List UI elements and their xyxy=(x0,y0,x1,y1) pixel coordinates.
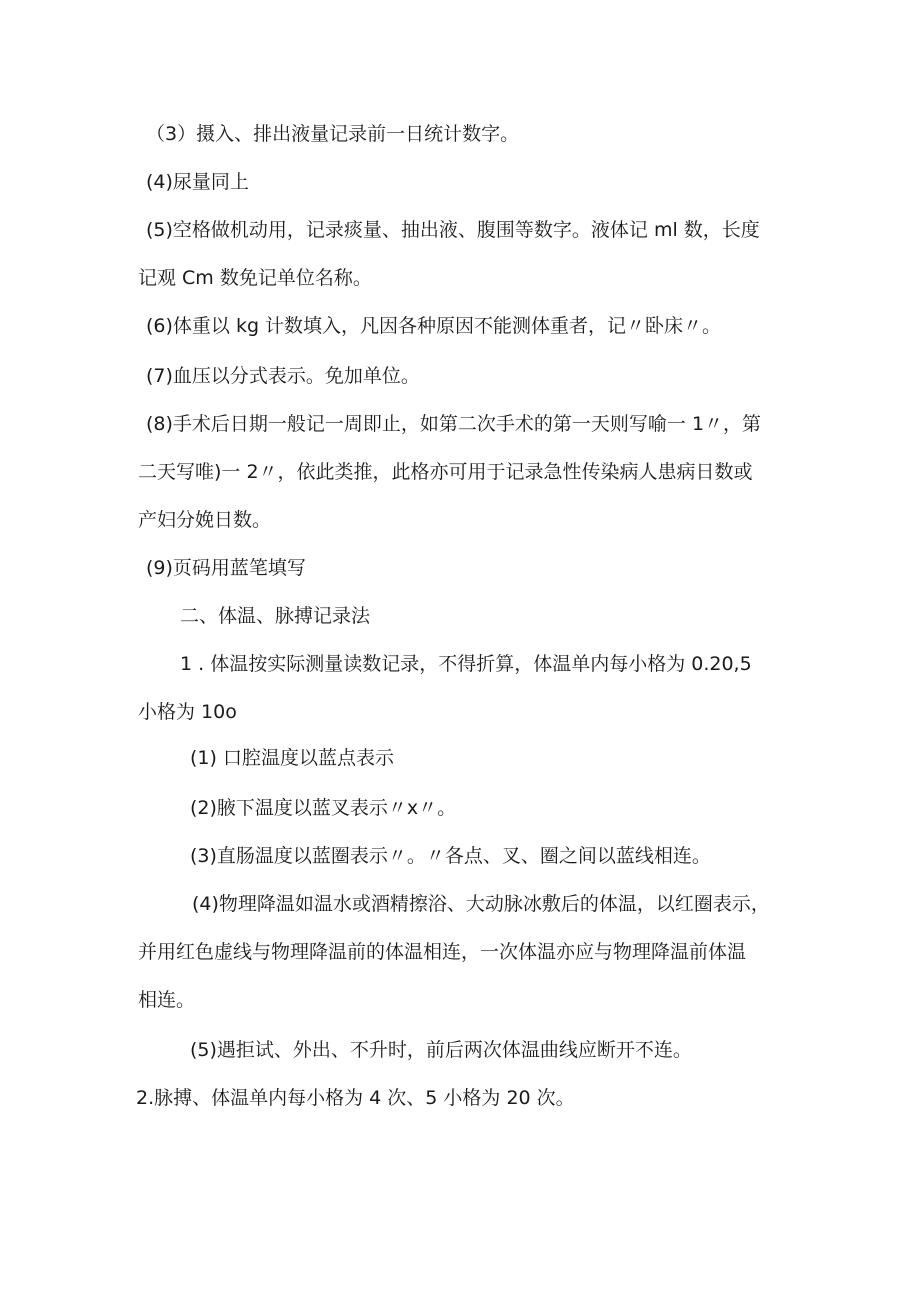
text-line: 2.脉搏、体温单内每小格为 4 次、5 小格为 20 次。 xyxy=(136,1087,575,1109)
text-line: (7)血压以分式表示。免加单位。 xyxy=(146,365,420,387)
text-line: (6)体重以 kg 计数填入，凡因各种原因不能测体重者，记〃卧床〃。 xyxy=(146,315,722,337)
text-line: 1 . 体温按实际测量读数记录，不得折算，体温单内每小格为 0.20,5 xyxy=(180,653,752,675)
text-line: (4)物理降温如温水或酒精擦浴、大动脉冰敷后的体温，以红圈表示， xyxy=(192,893,770,915)
text-line: (2)腋下温度以蓝叉表示〃x〃。 xyxy=(190,797,457,819)
text-line: 记观 Cm 数免记单位名称。 xyxy=(138,267,372,289)
text-line: （3）摄入、排出液量记录前一日统计数字。 xyxy=(146,123,520,145)
text-line: (5)遇拒试、外出、不升时，前后两次体温曲线应断开不连。 xyxy=(190,1039,692,1061)
section-heading: 二、体温、脉搏记录法 xyxy=(180,605,371,627)
text-line: (1) 口腔温度以蓝点表示 xyxy=(190,747,394,769)
text-line: (5)空格做机动用，记录痰量、抽出液、腹围等数字。液体记 ml 数，长度 xyxy=(146,219,760,241)
text-line: 二天写唯)一 2〃，依此类推，此格亦可用于记录急性传染病人患病日数或 xyxy=(138,461,753,483)
text-line: 小格为 10o xyxy=(138,701,237,723)
text-line: (9)页码用蓝笔填写 xyxy=(146,557,306,579)
text-line: 相连。 xyxy=(138,989,196,1011)
text-line: (3)直肠温度以蓝圈表示〃。〃各点、叉、圈之间以蓝线相连。 xyxy=(190,845,711,867)
text-line: 产妇分娩日数。 xyxy=(138,509,272,531)
text-line: (4)尿量同上 xyxy=(146,171,249,193)
text-line: (8)手术后日期一般记一周即止，如第二次手术的第一天则写喻一 1〃，第 xyxy=(146,413,762,435)
text-line: 并用红色虚线与物理降温前的体温相连，一次体温亦应与物理降温前体温 xyxy=(138,941,747,963)
